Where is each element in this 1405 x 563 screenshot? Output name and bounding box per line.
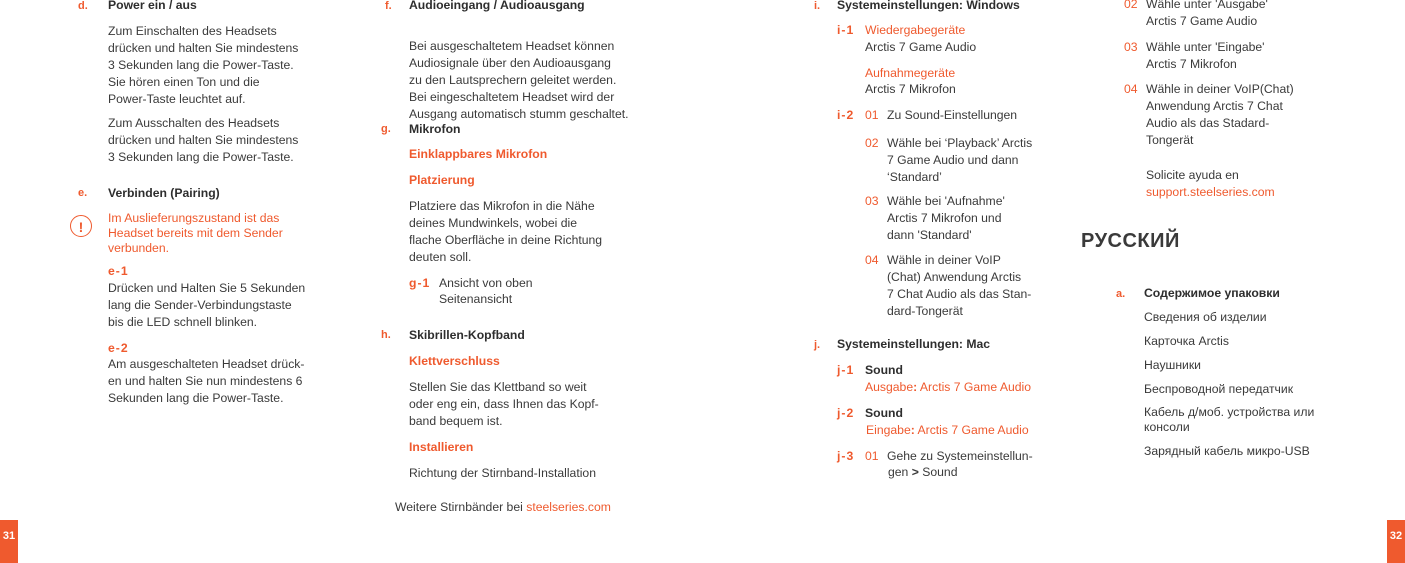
recording-devices-label: Aufnahmegeräte: [865, 66, 956, 80]
section-ru-a-letter: a.: [1116, 288, 1126, 300]
section-d-title: Power ein / aus: [108, 0, 197, 12]
recording-devices-value: Arctis 7 Mikrofon: [865, 82, 956, 96]
section-d-letter: d.: [78, 0, 88, 12]
section-d-text-1: Zum Einschalten des Headsets drücken und halten Sie mindestens 3 Sekunden lang die Power-Taste. Sie hören einen Ton und die Power-Taste leuchtet auf.: [108, 24, 299, 106]
input-key: Eingabe: [866, 423, 911, 437]
step-i2-04-text: Wähle in deiner VoIP (Chat) Anwendung Arctis 7 Chat Audio als das Stan- dard-Tongerät: [887, 253, 1032, 318]
subheading-foldable-mic: Einklappbares Mikrofon: [409, 147, 548, 161]
warning-icon: !: [70, 215, 92, 237]
step-j3-gen: gen: [888, 465, 909, 479]
section-e-letter: e.: [78, 187, 88, 199]
step-i2-01-text: Zu Sound-Einstellungen: [887, 108, 1018, 122]
page-number-left-text: 31: [2, 530, 16, 542]
step-g1-label: g-1: [409, 276, 431, 290]
step-i2-label: i-2: [837, 108, 855, 122]
section-g-title: Mikrofon: [409, 122, 461, 136]
section-j-letter: j.: [814, 339, 821, 351]
page-number-right: [1387, 520, 1405, 563]
section-f-text: Bei ausgeschaltetem Headset können Audiosignale über den Audioausgang zu den Lautsprechern geleitet werden. Bei eingeschaltetem Headset wird der Ausgang automatisch stumm geschaltet.: [409, 39, 629, 121]
step-j3-sound: Sound: [922, 465, 958, 479]
step-i2-03-num: 03: [865, 194, 879, 208]
section-g-text: Platziere das Mikrofon in die Nähe deines Mundwinkels, wobei die flache Oberfläche in deine Richtung deuten soll.: [409, 199, 603, 264]
step-e2-label: e-2: [108, 341, 129, 355]
section-h-letter: h.: [381, 329, 391, 341]
output-value: Arctis 7 Game Audio: [919, 380, 1031, 394]
section-h-text-2: Richtung der Stirnband-Installation: [409, 466, 596, 480]
step-g1-line-1: Ansicht von oben: [439, 276, 533, 290]
section-ru-a-title: Содержимое упаковки: [1144, 286, 1280, 300]
mac-step-04-num: 04: [1124, 82, 1138, 96]
mac-step-02-text: Wähle unter 'Ausgabe' Arctis 7 Game Audio: [1146, 0, 1268, 28]
warning-text: Im Auslieferungszustand ist das Headset bereits mit dem Sender verbunden.: [108, 211, 283, 255]
step-j3-01-num: 01: [865, 449, 879, 463]
step-i2-02-text: Wähle bei ‘Playback’ Arctis 7 Game Audio und dann ‘Standard’: [887, 136, 1033, 184]
section-g-letter: g.: [381, 123, 391, 135]
arrow-icon: >: [911, 465, 919, 479]
step-e1-text: Drücken und Halten Sie 5 Sekunden lang die Sender-Verbindungstaste bis die LED schnell blinken.: [108, 281, 306, 329]
section-h-text-1: Stellen Sie das Klettband so weit oder eng ein, dass Ihnen das Kopf- band bequem ist.: [409, 380, 599, 428]
steelseries-link[interactable]: steelseries.com: [526, 500, 611, 514]
mac-step-03-text: Wähle unter 'Eingabe' Arctis 7 Mikrofon: [1146, 40, 1265, 71]
section-h-title: Skibrillen-Kopfband: [409, 328, 525, 342]
package-item: Сведения об изделии: [1144, 310, 1267, 324]
section-e-title: Verbinden (Pairing): [108, 186, 220, 200]
playback-devices-value: Arctis 7 Game Audio: [865, 40, 977, 54]
section-i-letter: i.: [814, 0, 821, 12]
package-item: Карточка Arctis: [1144, 334, 1229, 348]
mac-step-04-text: Wähle in deiner VoIP(Chat) Anwendung Arctis 7 Chat Audio als das Stadard- Tongerät: [1146, 82, 1294, 147]
step-j2-label: j-2: [837, 406, 855, 420]
step-j3-line-1: Gehe zu Systemeinstellun-: [887, 449, 1033, 463]
output-key: Ausgabe: [865, 380, 914, 394]
more-headbands-prefix: Weitere Stirnbänder bei: [395, 500, 523, 514]
support-link[interactable]: support.steelseries.com: [1146, 185, 1275, 199]
package-item: Наушники: [1144, 358, 1201, 372]
mac-step-03-num: 03: [1124, 40, 1138, 54]
section-f-title: Audioeingang / Audioausgang: [409, 0, 585, 12]
step-i2-01-num: 01: [865, 108, 879, 122]
step-e2-text: Am ausgeschalteten Headset drück- en und halten Sie nun mindestens 6 Sekunden lang die Power-Taste.: [108, 357, 305, 405]
step-j1-title: Sound: [865, 363, 903, 377]
step-j2-title: Sound: [865, 406, 903, 420]
step-i2-02-num: 02: [865, 136, 879, 150]
page-number-left: [0, 520, 18, 563]
playback-devices-label: Wiedergabegeräte: [865, 23, 966, 37]
subheading-install: Installieren: [409, 440, 474, 454]
subheading-placement: Platzierung: [409, 173, 475, 187]
package-item: Зарядный кабель микро-USB: [1144, 444, 1310, 458]
subheading-velcro: Klettverschluss: [409, 354, 500, 368]
section-d-text-2: Zum Ausschalten des Headsets drücken und halten Sie mindestens 3 Sekunden lang die Power-Taste.: [108, 116, 299, 164]
step-i1-label: i-1: [837, 23, 855, 37]
step-i2-03-text: Wähle bei 'Aufnahme' Arctis 7 Mikrofon und dann 'Standard': [887, 194, 1005, 242]
section-j-title: Systemeinstellungen: Mac: [837, 337, 991, 351]
more-headbands-note: [395, 499, 611, 516]
step-e1-label: e-1: [108, 264, 129, 278]
step-g1-line-2: Seitenansicht: [439, 292, 513, 306]
step-j1-label: j-1: [837, 363, 855, 377]
page-number-right-text: 32: [1389, 530, 1403, 542]
package-item: Беспроводной передатчик: [1144, 382, 1294, 396]
step-j1-line: Ausgabe: Arctis 7 Game Audio: [865, 380, 1031, 394]
step-j3-label: j-3: [837, 449, 855, 463]
package-item: Кабель д/моб. устройства или консоли: [1144, 405, 1315, 434]
step-i2-04-num: 04: [865, 253, 879, 267]
section-i-title: Systemeinstellungen: Windows: [837, 0, 1020, 12]
input-value: Arctis 7 Game Audio: [917, 423, 1029, 437]
russian-heading: РУССКИЙ: [1081, 230, 1180, 252]
section-f-letter: f.: [385, 0, 392, 12]
mac-step-02-num: 02: [1124, 0, 1138, 11]
help-text: Solicite ayuda en: [1146, 168, 1239, 182]
step-j3-line-2: [888, 464, 958, 481]
step-j2-line: Eingabe: Arctis 7 Game Audio: [866, 423, 1029, 437]
